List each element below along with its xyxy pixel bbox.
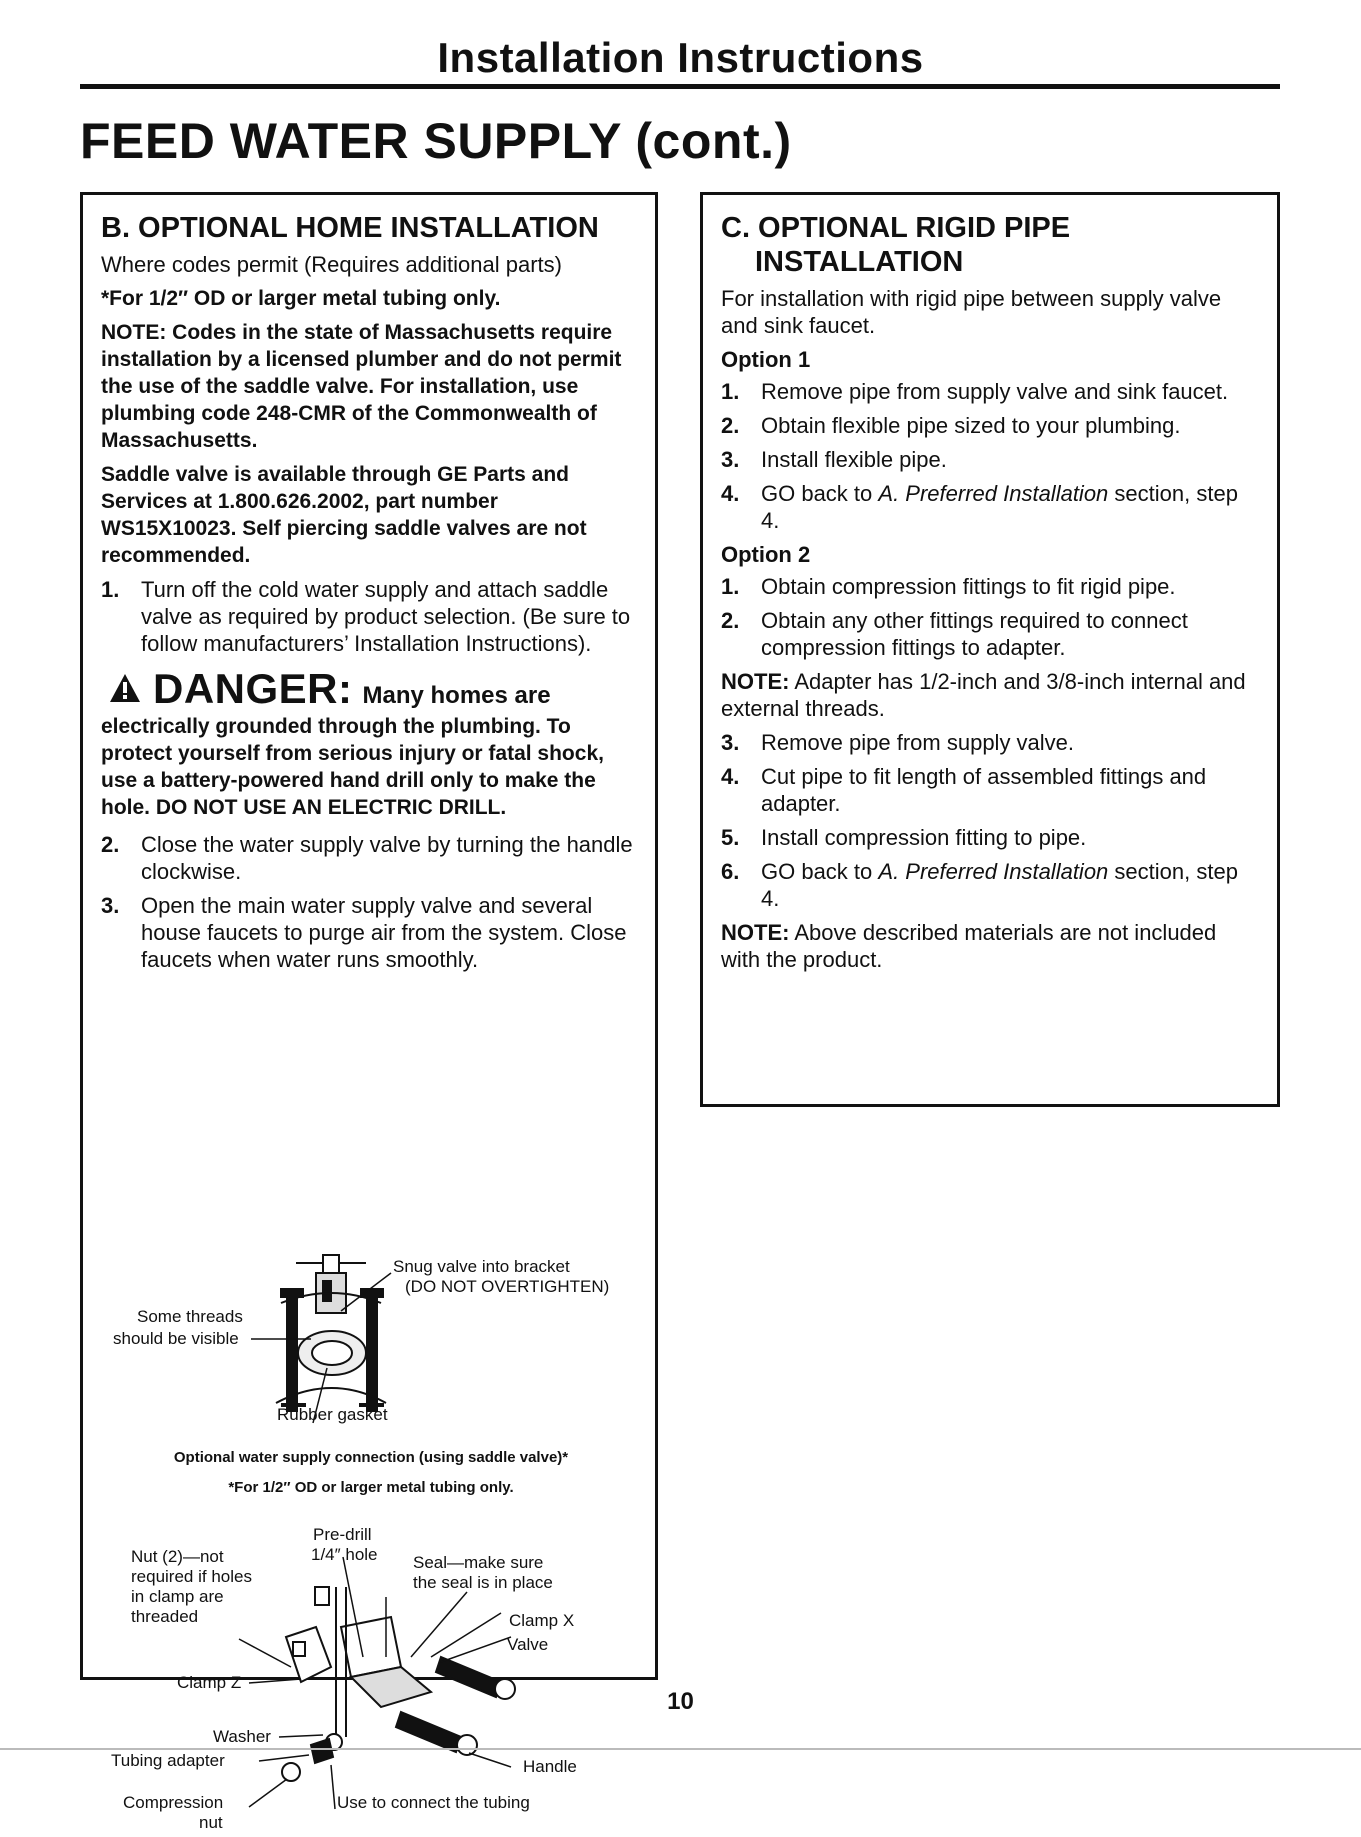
label-snug-1: Snug valve into bracket	[393, 1257, 570, 1276]
list-item	[721, 446, 1259, 473]
option-1-steps	[721, 378, 1259, 534]
saddle-valve-figure	[101, 1253, 641, 1433]
step-text-post: section, step 4.	[761, 481, 1238, 533]
panel-b-heading: B. OPTIONAL HOME INSTALLATION	[101, 212, 599, 244]
label-snug-2: (DO NOT OVERTIGHTEN)	[405, 1277, 610, 1296]
preferred-installation-reference: A. Preferred Installation	[878, 859, 1109, 884]
list-item	[721, 824, 1259, 851]
adapter-note	[721, 668, 1259, 722]
list-item	[721, 480, 1259, 534]
page-header-title: Installation Instructions	[437, 34, 924, 81]
massachusetts-note: NOTE: Codes in the state of Massachusetts require installation by a licensed plumber and do not permit the use of the saddle valve. For installation, use plumbing code 248-CMR of the Commonwealth of Massachusetts.	[101, 321, 622, 452]
panel-b-tubing-note: *For 1/2″ OD or larger metal tubing only.	[101, 287, 501, 310]
label-nut-2: required if holes	[131, 1567, 252, 1586]
step-number: 3.	[721, 730, 740, 755]
figure-caption: Optional water supply connection (using saddle valve)*	[173, 1449, 569, 1466]
step-number: 1.	[721, 379, 740, 404]
panel-c-heading-line-2: INSTALLATION	[755, 246, 964, 278]
option-2-steps-a	[721, 573, 1259, 661]
saddle-valve-exploded-figure	[101, 1517, 641, 1837]
preferred-installation-reference: A. Preferred Installation	[878, 481, 1109, 506]
step-number: 2.	[101, 832, 120, 857]
step-text: Remove pipe from supply valve.	[761, 730, 1075, 755]
panel-c-intro: For installation with rigid pipe between supply valve and sink faucet.	[721, 286, 1222, 338]
label-valve: Valve	[507, 1635, 549, 1654]
step-number: 4.	[721, 481, 740, 506]
step-text-pre: GO back to	[761, 481, 879, 506]
warning-triangle-icon	[109, 673, 141, 703]
step-text-pre: GO back to	[761, 859, 879, 884]
label-handle: Handle	[523, 1757, 577, 1776]
section-title: FEED WATER SUPPLY (cont.)	[80, 113, 792, 169]
label-clamp-z: Clamp Z	[177, 1673, 242, 1692]
option-2-title: Option 2	[721, 542, 811, 567]
label-compression-2: nut	[199, 1813, 223, 1832]
step-number: 1.	[721, 574, 740, 599]
step-text: Obtain compression fittings to fit rigid pipe.	[761, 574, 1176, 599]
label-predrill-2: 1/4″ hole	[311, 1545, 378, 1564]
panel-b-steps-2	[101, 831, 637, 973]
bottom-rule	[0, 1748, 1361, 1750]
label-clamp-x: Clamp X	[509, 1611, 575, 1630]
step-text: Open the main water supply valve and several house faucets to purge air from the system. Close faucets when water runs smoothly.	[141, 893, 627, 972]
step-text: Install flexible pipe.	[761, 447, 947, 472]
step-text: Turn off the cold water supply and attach saddle valve as required by product selection. (Be sure to follow manufacturers’ Installation Instructions).	[141, 577, 631, 656]
step-number: 5.	[721, 825, 740, 850]
option-2-steps-b	[721, 729, 1259, 912]
figure-caption-note: *For 1/2″ OD or larger metal tubing only.	[228, 1479, 514, 1496]
panel-c-heading	[721, 211, 1259, 279]
step-number: 1.	[101, 577, 120, 602]
list-item	[721, 763, 1259, 817]
label-rubber-gasket: Rubber gasket	[277, 1405, 388, 1424]
panel-b-steps-1	[101, 576, 637, 657]
step-text: Remove pipe from supply valve and sink faucet.	[761, 379, 1229, 404]
step-number: 3.	[101, 893, 120, 918]
step-number: 2.	[721, 608, 740, 633]
label-nut-3: in clamp are	[131, 1587, 224, 1606]
note-label: NOTE:	[721, 920, 790, 945]
list-item	[721, 607, 1259, 661]
label-tubing-adapter: Tubing adapter	[111, 1751, 225, 1770]
step-number: 6.	[721, 859, 740, 884]
label-nut-4: threaded	[131, 1607, 199, 1626]
page-number: 10	[667, 1688, 694, 1715]
step-number: 2.	[721, 413, 740, 438]
list-item	[721, 412, 1259, 439]
note-text: Above described materials are not included with the product.	[721, 920, 1217, 972]
step-number: 3.	[721, 447, 740, 472]
list-item	[721, 858, 1259, 912]
label-washer: Washer	[213, 1727, 271, 1746]
step-text-post: section, step 4.	[761, 859, 1238, 911]
label-seal-2: the seal is in place	[413, 1573, 553, 1592]
note-label: NOTE:	[721, 669, 790, 694]
label-nut-1: Nut (2)—not	[131, 1547, 224, 1566]
step-text: Obtain flexible pipe sized to your plumbing.	[761, 413, 1181, 438]
materials-note	[721, 919, 1259, 973]
list-item	[721, 573, 1259, 600]
option-1-title: Option 1	[721, 347, 811, 372]
list-item	[101, 576, 637, 657]
label-compression-1: Compression	[123, 1793, 224, 1812]
step-text: Install compression fitting to pipe.	[761, 825, 1087, 850]
list-item	[101, 831, 637, 885]
danger-heading	[101, 665, 637, 713]
panel-optional-rigid-pipe	[700, 192, 1280, 1107]
panel-optional-home-installation	[80, 192, 658, 1832]
note-text: Adapter has 1/2-inch and 3/8-inch internal and external threads.	[721, 669, 1246, 721]
list-item	[721, 378, 1259, 405]
step-number: 4.	[721, 764, 740, 789]
saddle-valve-note: Saddle valve is available through GE Parts and Services at 1.800.626.2002, part number WS15X10023. Self piercing saddle valves are not recommended.	[101, 463, 587, 567]
list-item	[101, 892, 637, 973]
panel-c-heading-line-1: C. OPTIONAL RIGID PIPE	[721, 212, 1071, 244]
danger-body-text: electrically grounded through the plumbing. To protect yourself from serious injury or fatal shock, use a battery-powered hand drill only to make the hole. DO NOT USE AN ELECTRIC DRILL.	[101, 715, 604, 819]
label-threads-2: should be visible	[113, 1329, 239, 1348]
panel-b-intro: Where codes permit (Requires additional parts)	[101, 252, 562, 277]
danger-label: DANGER:	[153, 665, 353, 712]
step-text: Close the water supply valve by turning the handle clockwise.	[141, 832, 633, 884]
label-seal-1: Seal—make sure	[413, 1553, 544, 1572]
danger-lead-text: Many homes are	[362, 682, 551, 709]
header-rule	[80, 84, 1280, 89]
step-text: Obtain any other fittings required to connect compression fittings to adapter.	[761, 608, 1188, 660]
list-item	[721, 729, 1259, 756]
label-use-to-connect: Use to connect the tubing	[337, 1793, 530, 1812]
label-threads-1: Some threads	[137, 1307, 243, 1326]
label-predrill-1: Pre-drill	[313, 1525, 372, 1544]
step-text: Cut pipe to fit length of assembled fittings and adapter.	[761, 764, 1207, 816]
